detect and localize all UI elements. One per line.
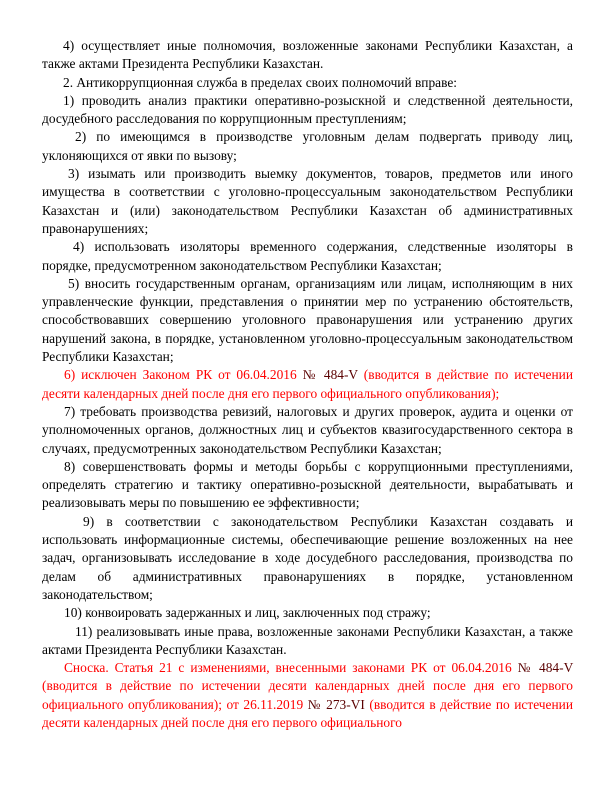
right-4: 4) использовать изоляторы временного содержания, следственные изоляторы в порядке, предусмотренном законодательством Республики Казахстан; [42,239,573,273]
right-3: 3) изымать или производить выемку документов, товаров, предметов или иного имущества в соответствии с уголовно-процессуальным законодательством Республики Казахстан и (или) законодательством Республики Казахстан об административных правонарушениях; [42,166,573,236]
law-link-273-vi[interactable]: № 273-VI [307,696,365,712]
footnote-text-3: (вводится в действие по истечении десяти календарных дней после дня его первого официального [42,696,573,730]
right-9: 9) в соответствии с законодательством Республики Казахстан создавать и использовать информационные системы, обеспечивающие решение возложенных на нее задач, организовывать исследование в ходе досудебного расследования, производства по делам об административных правонарушениях в порядке, установленном законодательством; [42,513,573,602]
item-4-powers: 4) осуществляет иные полномочия, возложенные законами Республики Казахстан, а также актами Президента Республики Казахстан. [42,38,573,72]
right-2: 2) по имеющимся в производстве уголовным делам подвергать приводу лиц, уклоняющихся от явки по вызову; [42,129,573,163]
document-body [42,37,573,732]
footnote-text: Сноска. Статья 21 с изменениями, внесенными законами РК от 06.04.2016 [64,660,518,676]
right-7: 7) требовать производства ревизий, налоговых и других проверок, аудита и оценки от уполномоченных органов, должностных лиц и субъектов квазигосударственного сектора в случаях, предусмотренных законодательством Республики Казахстан; [42,403,573,456]
right-5: 5) вносить государственным органам, организациям или лицам, исполняющим в них управленческие функции, представления о принятии мер по устранению обстоятельств, способствовавших совершению уголовного правонарушения или устранению других нарушений закона, в порядке, установленном уголовно-процессуальным законодательством Республики Казахстан; [42,275,573,365]
section-2-heading: 2. Антикоррупционная служба в пределах своих полномочий вправе: [63,74,458,90]
excluded-note-text: 6) исключен Законом РК от 06.04.2016 [64,367,303,383]
law-link-484-v-footnote[interactable]: № 484-V [517,660,573,676]
right-6-excluded-note [42,366,573,403]
footnote-text-2: (вводится в действие по истечении десяти календарных дней после дня его первого официального опубликования); от 26.11.2019 [42,678,573,712]
right-11: 11) реализовывать иные права, возложенные законами Республики Казахстан, а также актами Президента Республики Казахстан. [42,623,573,657]
right-1: 1) проводить анализ практики оперативно-розыскной и следственной деятельности, досудебного расследования по коррупционным преступлениям; [42,92,573,127]
excluded-note-tail: (вводится в действие по истечении десяти календарных дней после дня его первого официального опубликования); [42,367,573,401]
right-10: 10) конвоировать задержанных и лиц, заключенных под стражу; [64,605,431,621]
right-8: 8) совершенствовать формы и методы борьбы с коррупционными преступлениями, определять стратегию и тактику оперативно-розыскной деятельности, вырабатывать и реализовывать меры по повышению ее эффективности; [42,458,573,511]
footnote [42,659,573,732]
law-link-484-v[interactable]: № 484-V [302,367,358,383]
